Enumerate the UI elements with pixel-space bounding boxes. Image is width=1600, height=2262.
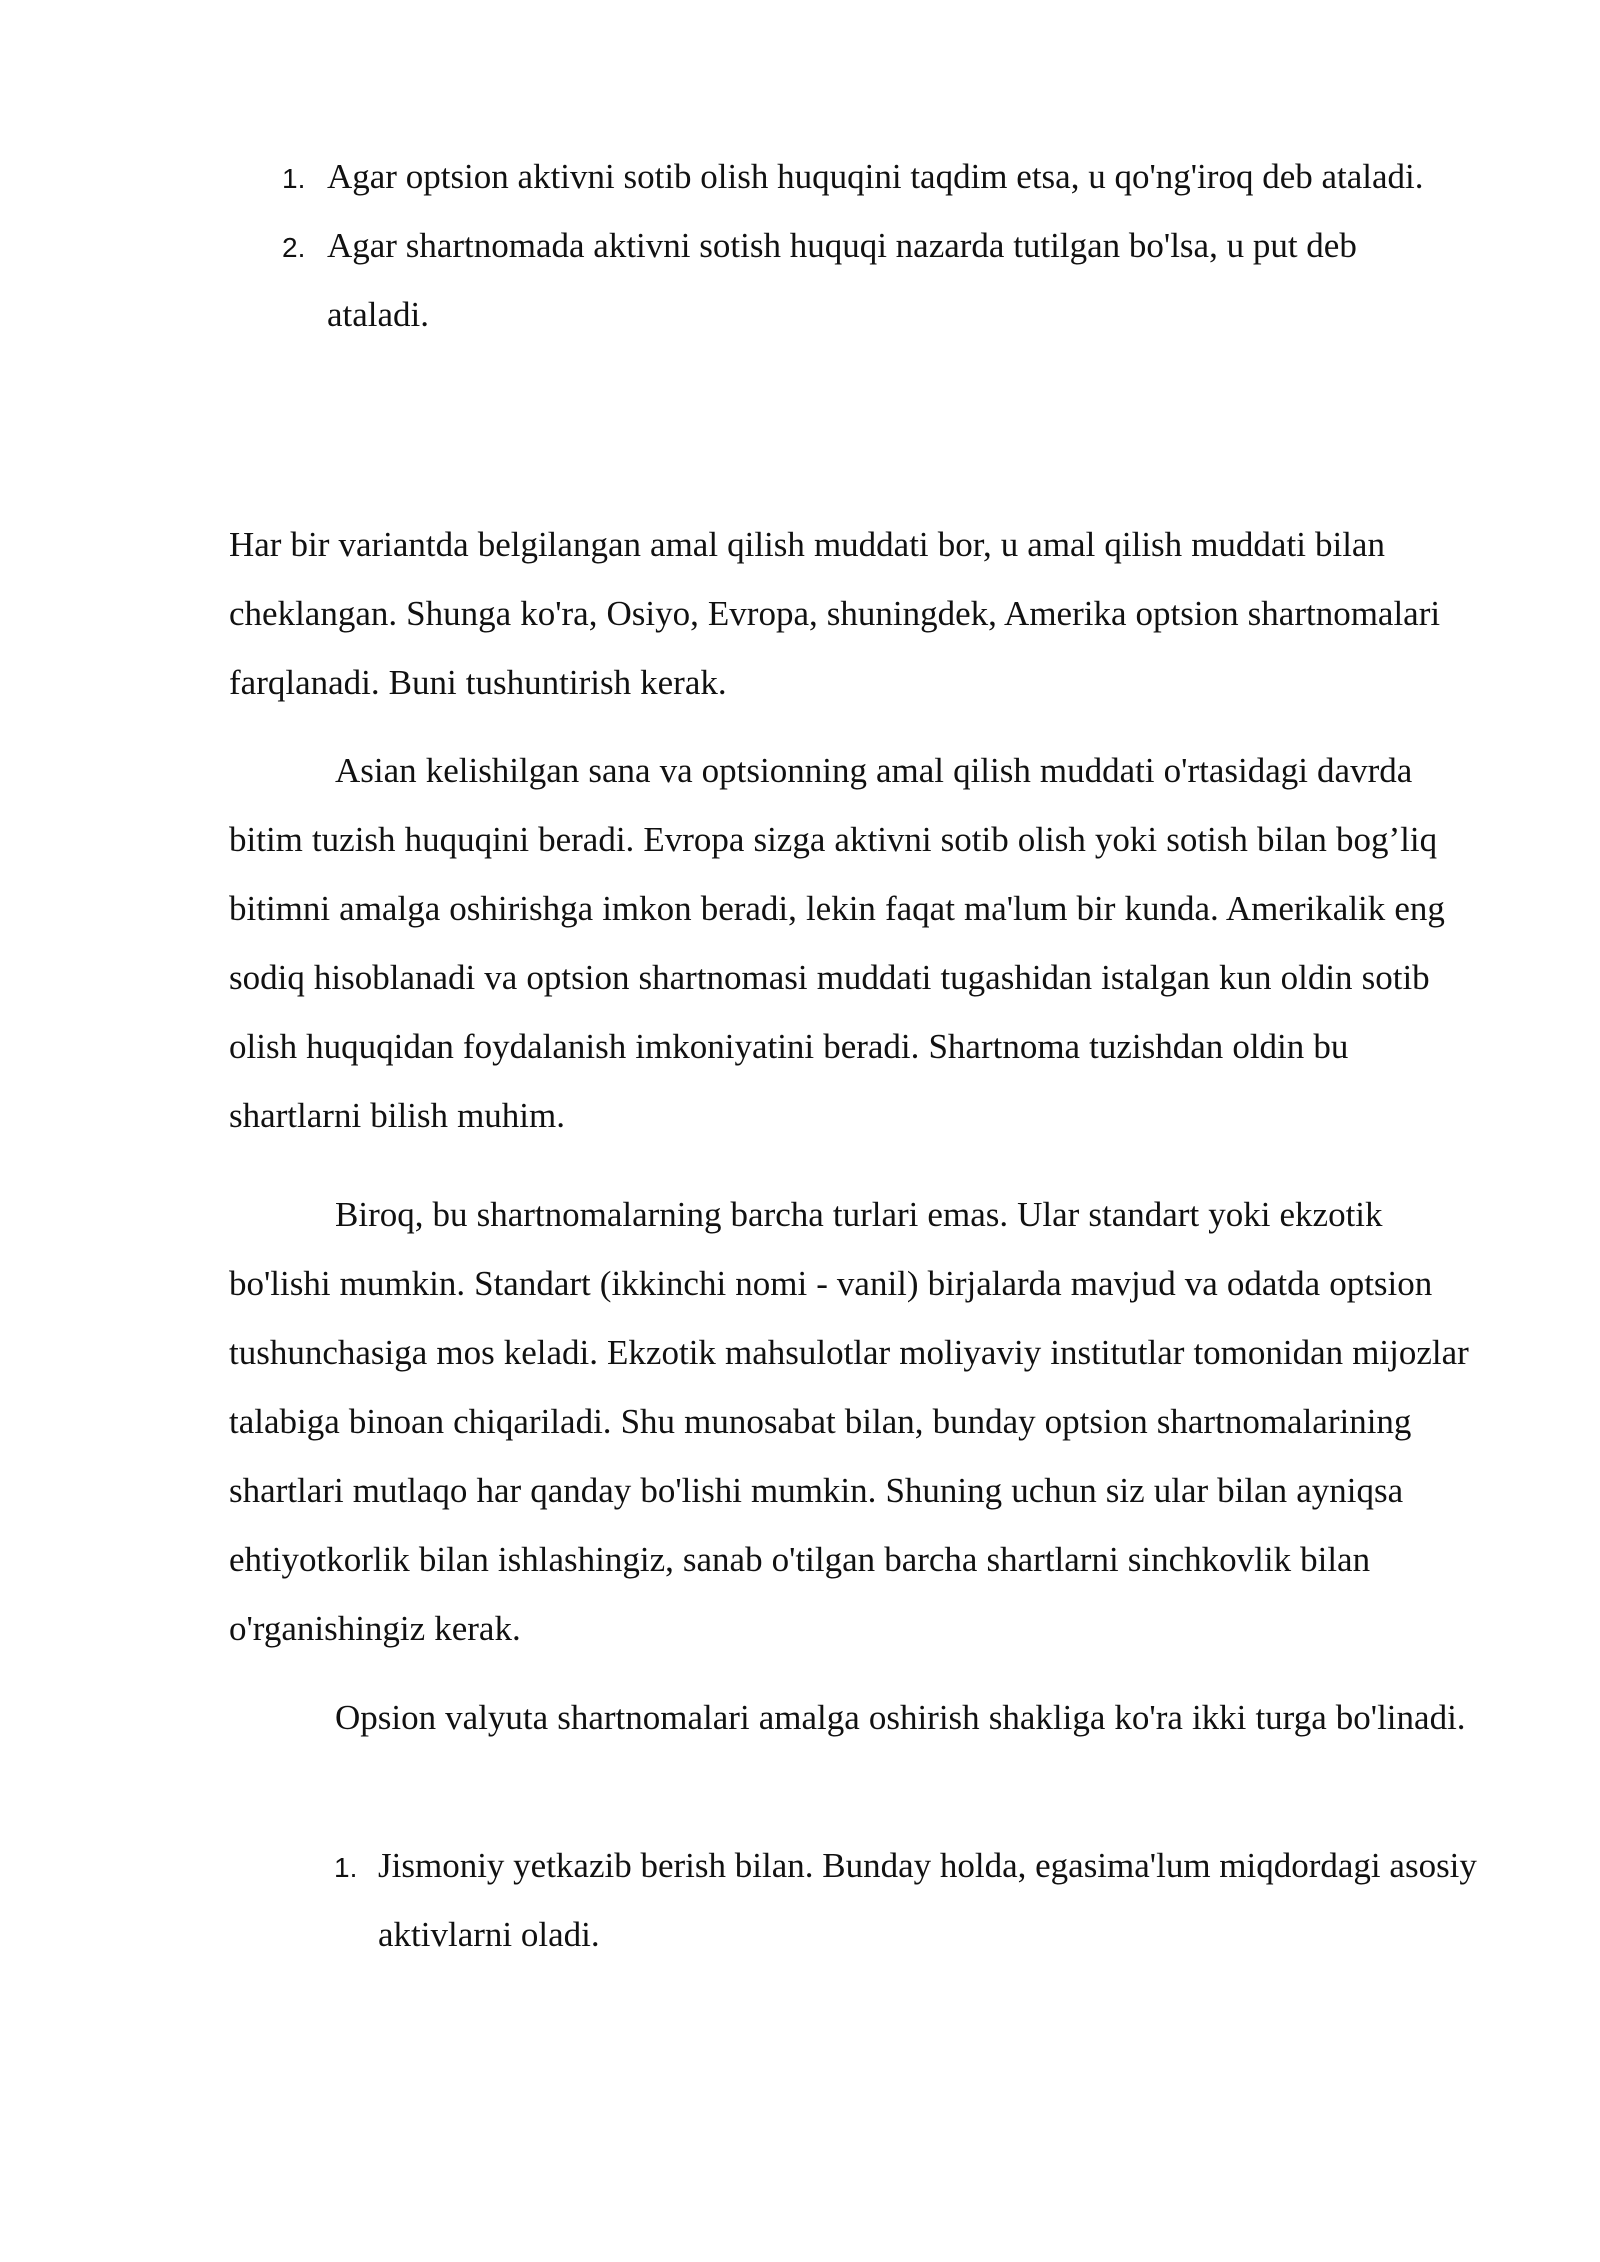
list-item	[334, 1831, 1478, 1969]
list-item	[282, 142, 1457, 211]
list-item	[282, 211, 1457, 349]
paragraph-standard-exotic: Biroq, bu shartnomalarning barcha turlari emas. Ular standart yoki ekzotik bo'lishi mumkin. Standart (ikkinchi nomi - vanil) birjalarda mavjud va odatda optsion tushunchasiga mos keladi. Ekzotik mahsulotlar moliyaviy institutlar tomonidan mijozlar talabiga binoan chiqariladi. Shu munosabat bilan, bunday optsion shartnomalarining shartlari mutlaqo har qanday bo'lishi mumkin. Shuning uchun siz ular bilan ayniqsa ehtiyotkorlik bilan ishlashingiz, sanab o'tilgan barcha shartlarni sinchkovlik bilan o'rganishingiz kerak.	[229, 1195, 1469, 1648]
list-item-text: Agar shartnomada aktivni sotish huquqi nazarda tutilgan bo'lsa, u put deb ataladi.	[327, 226, 1357, 334]
list-item-number: 2.	[282, 232, 306, 263]
paragraph-expiry-types: Har bir variantda belgilangan amal qilish muddati bor, u amal qilish muddati bilan cheklangan. Shunga ko'ra, Osiyo, Evropa, shuningdek, Amerika optsion shartnomalari farqlanadi. Buni tushuntirish kerak.	[229, 525, 1441, 702]
paragraph-asian-european-american: Asian kelishilgan sana va optsionning amal qilish muddati o'rtasidagi davrda bitim tuzish huquqini beradi. Evropa sizga aktivni sotib olish yoki sotish bilan bog’liq bitimni amalga oshirishga imkon beradi, lekin faqat ma'lum bir kunda. Amerikalik eng sodiq hisoblanadi va optsion shartnomasi muddati tugashidan istalgan kun oldin sotib olish huquqidan foydalanish imkoniyatini beradi. Shartnoma tuzishdan oldin bu shartlarni bilish muhim.	[229, 751, 1445, 1135]
list-item-number: 1.	[282, 163, 306, 194]
list-item-number: 1.	[334, 1852, 358, 1883]
list-item-text: Jismoniy yetkazib berish bilan. Bunday holda, egasima'lum miqdordagi asosiy aktivlarni oladi.	[378, 1846, 1477, 1954]
numbered-list-settlement-types	[334, 1831, 1478, 1969]
list-item-text: Agar optsion aktivni sotib olish huquqini taqdim etsa, u qo'ng'iroq deb ataladi.	[327, 157, 1424, 196]
numbered-list-right-types	[282, 142, 1457, 349]
paragraph-currency-option-types: Opsion valyuta shartnomalari amalga oshirish shakliga ko'ra ikki turga bo'linadi.	[335, 1698, 1466, 1737]
